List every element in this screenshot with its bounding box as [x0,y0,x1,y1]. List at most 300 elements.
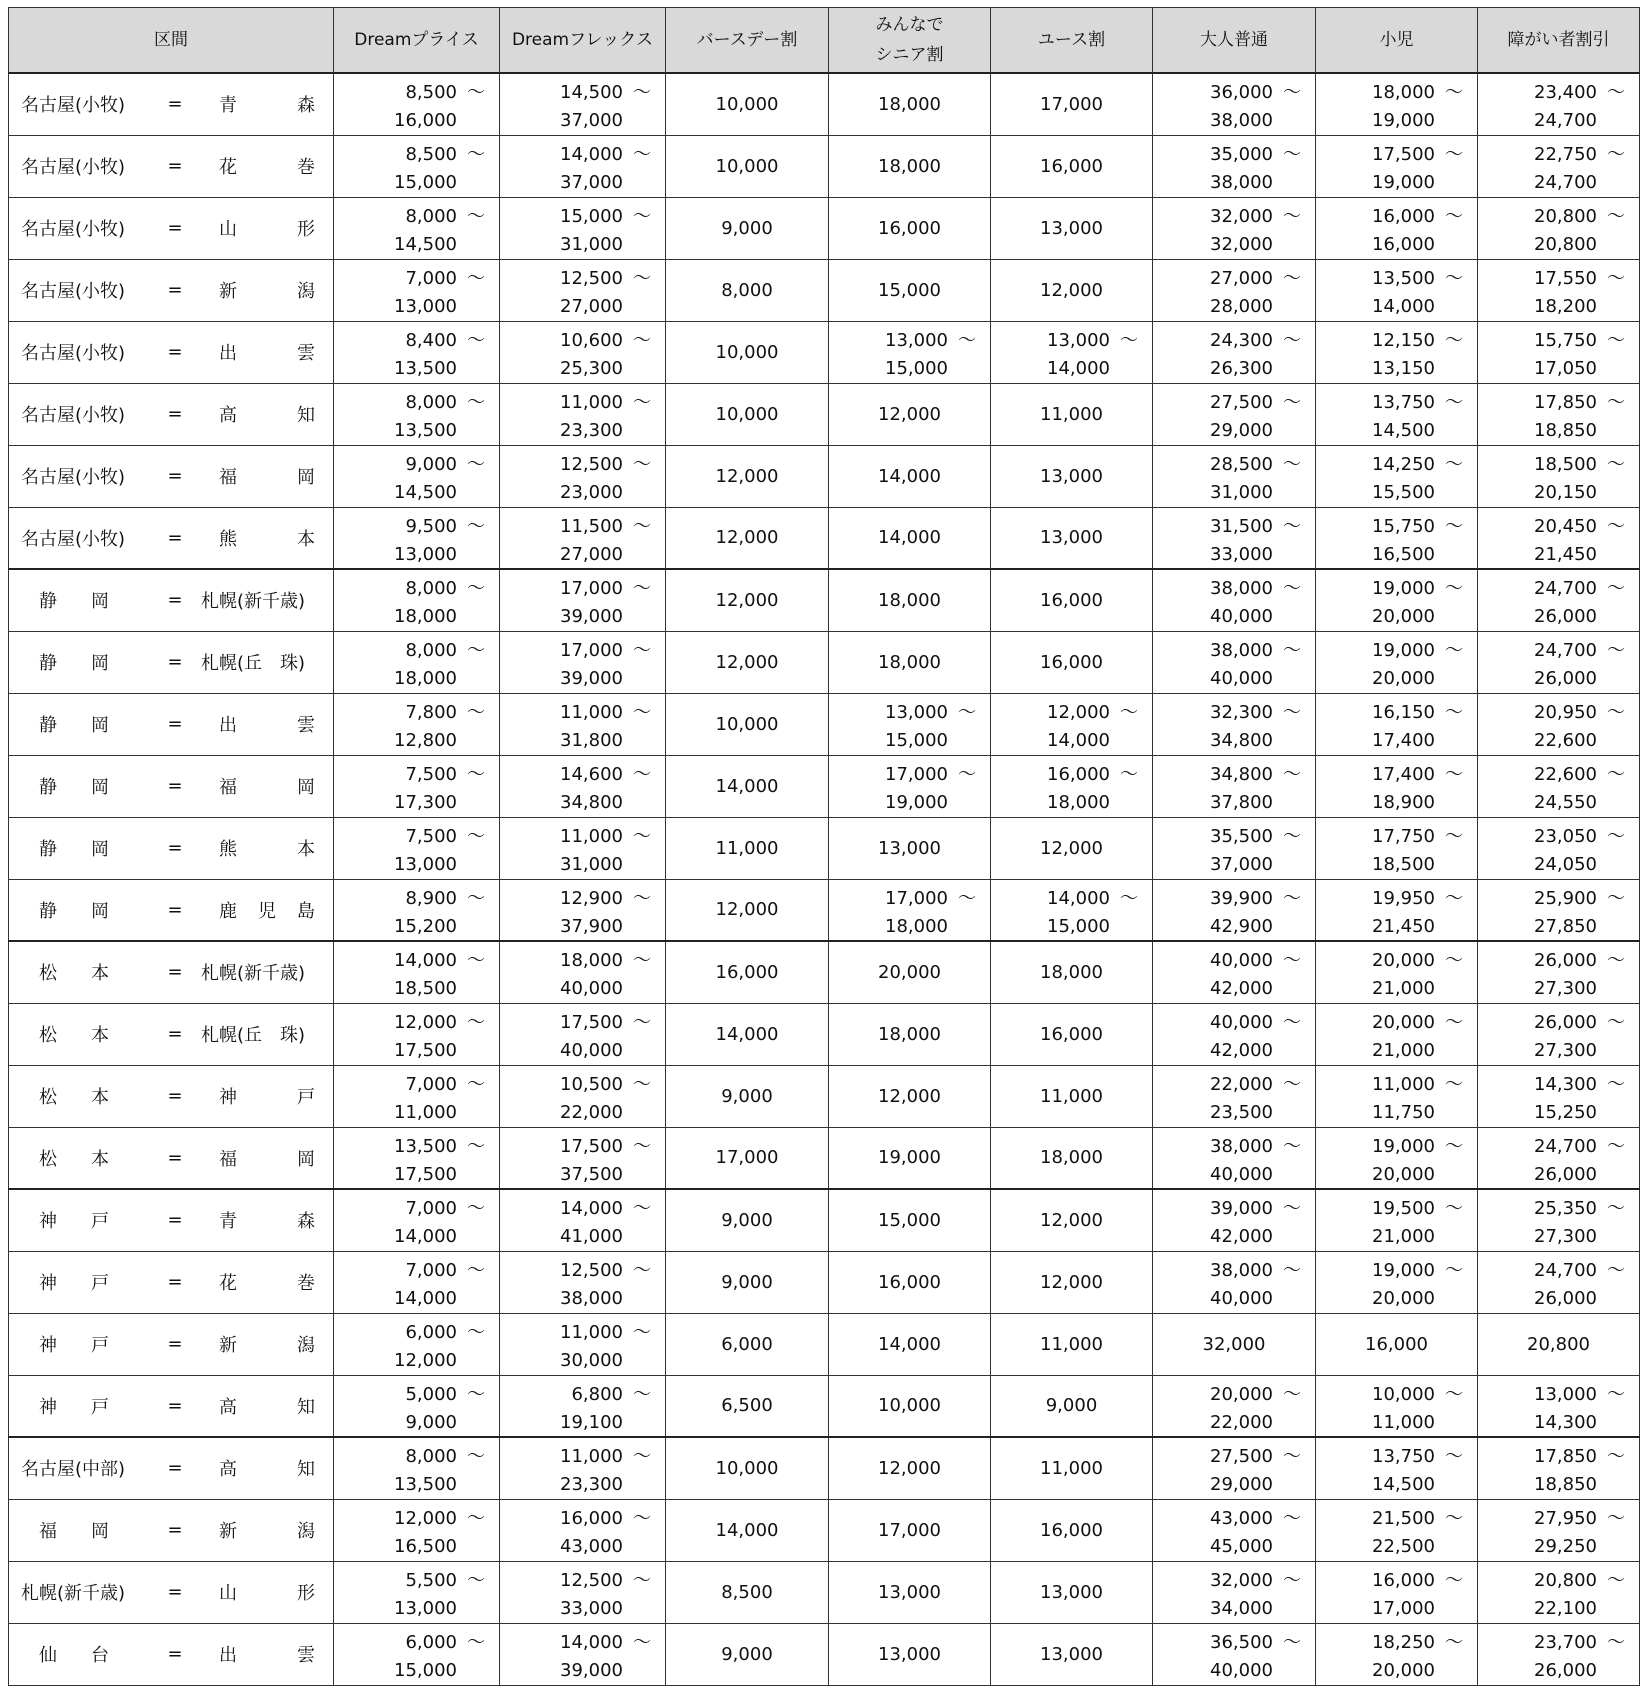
fare-tilde: ～ [467,1383,485,1405]
fare-tilde: ～ [1283,1383,1301,1405]
fare-tilde: ～ [633,1198,651,1219]
fare-high: 31,800 [560,729,623,751]
fare-adult [1153,445,1316,507]
fare-high: 21,000 [1372,978,1435,999]
fare-tilde: ～ [1283,1631,1301,1653]
fare-adult [1153,383,1316,445]
fare-birthday: 10,000 [666,321,829,383]
fare-high: 37,000 [560,171,623,193]
fare-disability [1478,1499,1640,1561]
fare-high: 18,000 [1047,791,1110,813]
header-child: 小児 [1316,8,1478,74]
fare-low: 20,800 [1534,205,1597,227]
fare-low: 14,000 [560,143,623,165]
fare-high: 40,000 [1210,1163,1273,1185]
fare-low: 23,400 [1534,82,1597,103]
fare-high: 32,000 [1210,233,1273,255]
fare-high: 20,000 [1372,1287,1435,1309]
fare-tilde: ～ [1607,143,1625,165]
fare-low: 18,250 [1372,1631,1435,1653]
fare-low: 26,000 [1534,1011,1597,1033]
fare-high: 14,500 [1372,419,1435,441]
fare-tilde: ～ [1283,1011,1301,1033]
route-equals: = [167,527,183,549]
fare-dream-flex [500,197,666,259]
fare-tilde: ～ [1445,701,1463,723]
route-destination: 福 岡 [219,1148,315,1170]
fare-tilde: ～ [1607,1198,1625,1219]
fare-low: 38,000 [1210,578,1273,599]
fare-low: 11,000 [560,1321,623,1343]
route-equals: = [167,465,183,487]
route-cell [9,817,334,879]
fare-low: 17,000 [560,639,623,661]
route-cell [9,1251,334,1313]
fare-tilde: ～ [958,701,976,723]
fare-high: 19,000 [1372,171,1435,193]
fare-dream-flex [500,1189,666,1251]
fare-disability [1478,569,1640,631]
fare-high: 9,000 [405,1411,457,1433]
fare-child [1316,693,1478,755]
route-cell [9,1065,334,1127]
route-equals: = [167,1581,183,1603]
fare-tilde: ～ [1283,329,1301,351]
route-origin: 静 岡 [39,591,109,613]
fare-high: 21,450 [1534,543,1597,565]
fare-tilde: ～ [1445,143,1463,165]
fare-dream-flex [500,1003,666,1065]
fare-senior: 14,000 [829,507,991,569]
table-row [9,1375,1640,1437]
fare-tilde: ～ [1283,1198,1301,1219]
fare-tilde: ～ [633,1446,651,1467]
fare-dream-price [334,1189,500,1251]
fare-low: 25,900 [1534,887,1597,909]
fare-youth: 9,000 [991,1375,1153,1437]
fare-low: 13,750 [1372,391,1435,413]
route-origin: 松 本 [39,1025,109,1046]
fare-youth [991,879,1153,941]
fare-birthday: 12,000 [666,507,829,569]
fare-high: 24,050 [1534,853,1597,875]
fare-dream-flex [500,569,666,631]
fare-youth: 13,000 [991,1623,1153,1685]
fare-low: 20,000 [1210,1383,1273,1405]
fare-tilde: ～ [467,453,485,475]
route-origin: 名古屋(中部) [21,1459,126,1481]
fare-disability [1478,879,1640,941]
fare-senior: 13,000 [829,1623,991,1685]
fare-child [1316,507,1478,569]
route-equals: = [167,1209,183,1231]
fare-child [1316,135,1478,197]
fare-low: 11,000 [1372,1073,1435,1095]
fare-tilde: ～ [1120,329,1138,351]
fare-senior: 16,000 [829,197,991,259]
fare-tilde: ～ [1283,1135,1301,1157]
route-destination: 青 森 [219,1211,315,1233]
route-cell [9,1127,334,1189]
fare-high: 15,200 [394,915,457,937]
fare-tilde: ～ [1607,267,1625,289]
fare-high: 17,500 [394,1163,457,1185]
fare-tilde: ～ [1607,391,1625,413]
fare-tilde: ～ [467,701,485,723]
fare-youth: 16,000 [991,1003,1153,1065]
fare-youth [991,755,1153,817]
fare-dream-price [334,1437,500,1499]
route-equals: = [167,1023,183,1045]
fare-dream-flex [500,1437,666,1499]
fare-low: 36,500 [1210,1631,1273,1653]
fare-tilde: ～ [467,1011,485,1033]
fare-tilde: ～ [467,82,485,103]
fare-low: 27,500 [1210,391,1273,413]
fare-high: 40,000 [1210,606,1273,627]
route-cell [9,507,334,569]
fare-tilde: ～ [1283,205,1301,227]
fare-dream-flex [500,693,666,755]
fare-disability [1478,507,1640,569]
fare-tilde: ～ [633,391,651,413]
fare-tilde: ～ [1607,1383,1625,1405]
fare-high: 20,800 [1534,233,1597,255]
route-origin: 名古屋(小牧) [21,405,126,426]
fare-tilde: ～ [1445,205,1463,227]
fare-tilde: ～ [633,701,651,723]
fare-tilde: ～ [1607,1507,1625,1529]
fare-high: 33,000 [560,1597,623,1619]
route-equals: = [167,217,183,239]
fare-dream-price [334,879,500,941]
fare-high: 27,300 [1534,1226,1597,1247]
fare-low: 17,750 [1372,825,1435,847]
fare-tilde: ～ [1445,1135,1463,1157]
fare-adult [1153,1127,1316,1189]
fare-high: 26,000 [1534,1163,1597,1185]
route-origin: 神 戸 [39,1211,109,1233]
route-cell [9,1499,334,1561]
route-origin: 名古屋(小牧) [21,281,126,302]
fare-disability [1478,135,1640,197]
fare-tilde: ～ [467,1073,485,1095]
header-adult: 大人普通 [1153,8,1316,74]
fare-high: 18,900 [1372,791,1435,813]
fare-high: 21,000 [1372,1039,1435,1061]
fare-youth: 12,000 [991,817,1153,879]
fare-high: 17,050 [1534,357,1597,379]
fare-birthday: 9,000 [666,1251,829,1313]
fare-dream-flex [500,1375,666,1437]
fare-child [1316,879,1478,941]
fare-high: 29,000 [1210,419,1273,441]
fare-high: 42,900 [1210,915,1273,937]
fare-high: 14,500 [1372,1474,1435,1495]
fare-tilde: ～ [1120,701,1138,723]
fare-child [1316,1623,1478,1685]
fare-low: 19,000 [1372,578,1435,599]
fare-low: 20,000 [1372,950,1435,971]
fare-tilde: ～ [467,825,485,847]
fare-low: 8,000 [405,205,457,227]
fare-tilde: ～ [467,950,485,971]
fare-dream-flex [500,817,666,879]
fare-disability [1478,1251,1640,1313]
fare-low: 14,250 [1372,453,1435,475]
fare-dream-price [334,197,500,259]
fare-tilde: ～ [1445,1259,1463,1281]
fare-tilde: ～ [1445,639,1463,661]
fare-senior: 18,000 [829,631,991,693]
fare-tilde: ～ [1445,1507,1463,1529]
fare-high: 13,000 [394,295,457,317]
fare-low: 17,500 [560,1135,623,1157]
fare-birthday: 12,000 [666,445,829,507]
route-cell [9,569,334,631]
fare-high: 16,500 [1372,543,1435,565]
fare-high: 39,000 [560,1659,623,1681]
fare-low: 10,600 [560,329,623,351]
fare-dream-price [334,569,500,631]
fare-low: 7,000 [405,267,457,289]
route-equals: = [167,155,183,177]
fare-birthday: 11,000 [666,817,829,879]
fare-low: 22,000 [1210,1073,1273,1095]
fare-low: 18,000 [1372,82,1435,103]
fare-tilde: ～ [633,205,651,227]
route-destination: 札幌(新千歳) [201,591,306,613]
fare-tilde: ～ [1445,578,1463,599]
fare-high: 27,000 [560,295,623,317]
fare-disability [1478,383,1640,445]
fare-tilde: ～ [467,391,485,413]
route-origin: 松 本 [39,963,109,985]
fare-tilde: ～ [1445,1011,1463,1033]
table-row [9,383,1640,445]
fare-youth: 18,000 [991,1127,1153,1189]
fare-low: 13,000 [1047,329,1110,351]
fare-adult [1153,321,1316,383]
route-destination: 札幌(新千歳) [201,963,306,985]
fare-child [1316,941,1478,1003]
fare-low: 22,600 [1534,763,1597,785]
fare-table [8,7,1640,1686]
fare-low: 13,000 [1534,1383,1597,1405]
route-equals: = [167,1085,183,1107]
fare-low: 8,000 [405,578,457,599]
route-destination: 札幌(丘 珠) [201,1025,306,1046]
fare-low: 15,000 [560,205,623,227]
fare-senior: 12,000 [829,1437,991,1499]
fare-senior: 15,000 [829,1189,991,1251]
fare-youth [991,321,1153,383]
fare-low: 32,000 [1210,205,1273,227]
fare-dream-price [334,1065,500,1127]
fare-tilde: ～ [1607,1259,1625,1281]
fare-high: 11,000 [394,1101,457,1123]
fare-high: 27,300 [1534,1039,1597,1061]
fare-low: 8,500 [405,82,457,103]
fare-tilde: ～ [633,639,651,661]
table-row [9,197,1640,259]
fare-low: 19,000 [1372,1259,1435,1281]
fare-low: 9,500 [405,515,457,537]
fare-high: 38,000 [1210,171,1273,193]
fare-dream-flex [500,1065,666,1127]
fare-birthday: 14,000 [666,1499,829,1561]
fare-low: 16,000 [1047,763,1110,785]
fare-birthday: 12,000 [666,569,829,631]
fare-senior: 20,000 [829,941,991,1003]
fare-low: 17,000 [560,578,623,599]
fare-high: 42,000 [1210,1039,1273,1061]
fare-low: 38,000 [1210,1259,1273,1281]
fare-low: 24,700 [1534,1259,1597,1281]
fare-dream-flex [500,135,666,197]
fare-low: 11,500 [560,515,623,537]
fare-high: 31,000 [560,233,623,255]
fare-child [1316,1003,1478,1065]
route-destination: 熊 本 [219,839,315,860]
fare-low: 7,800 [405,701,457,723]
route-destination: 新 潟 [219,1521,315,1542]
fare-birthday: 12,000 [666,631,829,693]
fare-birthday: 12,000 [666,879,829,941]
table-row [9,755,1640,817]
fare-child [1316,1127,1478,1189]
table-row [9,569,1640,631]
fare-disability [1478,1561,1640,1623]
route-destination: 出 雲 [219,343,315,364]
fare-tilde: ～ [1283,1446,1301,1467]
fare-child [1316,1437,1478,1499]
fare-tilde: ～ [1445,1631,1463,1653]
fare-low: 11,000 [560,391,623,413]
fare-birthday: 9,000 [666,197,829,259]
table-row [9,817,1640,879]
route-cell [9,259,334,321]
fare-low: 12,000 [394,1507,457,1529]
fare-disability [1478,631,1640,693]
fare-child [1316,1065,1478,1127]
fare-birthday: 9,000 [666,1065,829,1127]
fare-senior: 13,000 [829,1561,991,1623]
fare-high: 40,000 [1210,1287,1273,1309]
route-equals: = [167,341,183,363]
fare-high: 18,850 [1534,419,1597,441]
fare-youth: 16,000 [991,135,1153,197]
fare-adult [1153,1251,1316,1313]
fare-dream-price [334,631,500,693]
fare-tilde: ～ [1283,143,1301,165]
fare-tilde: ～ [633,1135,651,1157]
table-row [9,1561,1640,1623]
fare-adult [1153,879,1316,941]
fare-tilde: ～ [958,329,976,351]
route-origin: 名古屋(小牧) [21,343,126,364]
fare-low: 38,000 [1210,1135,1273,1157]
fare-high: 41,000 [560,1226,623,1247]
fare-tilde: ～ [1607,1135,1625,1157]
fare-high: 26,000 [1534,606,1597,627]
route-cell [9,693,334,755]
fare-tilde: ～ [1445,825,1463,847]
fare-tilde: ～ [467,329,485,351]
fare-high: 15,000 [394,171,457,193]
table-row [9,1189,1640,1251]
table-row [9,445,1640,507]
header-senior: みんなで シニア割 [829,8,991,74]
table-row [9,73,1640,135]
route-origin: 名古屋(小牧) [21,528,126,550]
fare-low: 5,000 [405,1383,457,1405]
fare-adult [1153,1561,1316,1623]
fare-low: 19,950 [1372,887,1435,909]
fare-senior: 12,000 [829,1065,991,1127]
fare-low: 21,500 [1372,1507,1435,1529]
fare-disability [1478,817,1640,879]
fare-low: 39,900 [1210,887,1273,909]
fare-tilde: ～ [633,763,651,785]
route-destination: 福 岡 [219,467,315,488]
fare-low: 12,500 [560,1569,623,1591]
fare-youth: 11,000 [991,1437,1153,1499]
route-origin: 名古屋(小牧) [21,95,126,117]
fare-youth: 18,000 [991,941,1153,1003]
route-destination: 山 形 [219,1583,315,1604]
fare-tilde: ～ [633,578,651,599]
fare-tilde: ～ [1607,701,1625,723]
route-equals: = [167,93,183,115]
fare-disability [1478,1127,1640,1189]
route-destination: 熊 本 [219,528,315,550]
fare-tilde: ～ [958,887,976,909]
fare-low: 8,000 [405,639,457,661]
fare-youth [991,693,1153,755]
fare-high: 14,000 [1047,357,1110,379]
table-row [9,259,1640,321]
fare-low: 14,000 [1047,887,1110,909]
fare-youth: 12,000 [991,1251,1153,1313]
fare-tilde: ～ [1607,515,1625,537]
fare-high: 26,000 [1534,1287,1597,1309]
fare-birthday: 10,000 [666,1437,829,1499]
fare-senior: 14,000 [829,445,991,507]
fare-high: 22,600 [1534,729,1597,751]
fare-dream-flex [500,1623,666,1685]
fare-low: 6,800 [571,1383,623,1405]
fare-high: 42,000 [1210,978,1273,999]
route-origin: 松 本 [39,1148,109,1170]
fare-tilde: ～ [633,267,651,289]
fare-low: 8,400 [405,329,457,351]
fare-low: 5,500 [405,1569,457,1591]
table-row [9,507,1640,569]
fare-low: 6,000 [405,1631,457,1653]
fare-birthday: 9,000 [666,1189,829,1251]
fare-senior: 18,000 [829,73,991,135]
fare-high: 38,000 [1210,110,1273,131]
fare-high: 39,000 [560,667,623,689]
fare-high: 16,000 [394,110,457,131]
fare-dream-price [334,1127,500,1189]
fare-low: 16,000 [1372,205,1435,227]
fare-low: 19,000 [1372,1135,1435,1157]
route-origin: 静 岡 [39,900,109,922]
fare-low: 8,000 [405,391,457,413]
fare-youth: 11,000 [991,1065,1153,1127]
